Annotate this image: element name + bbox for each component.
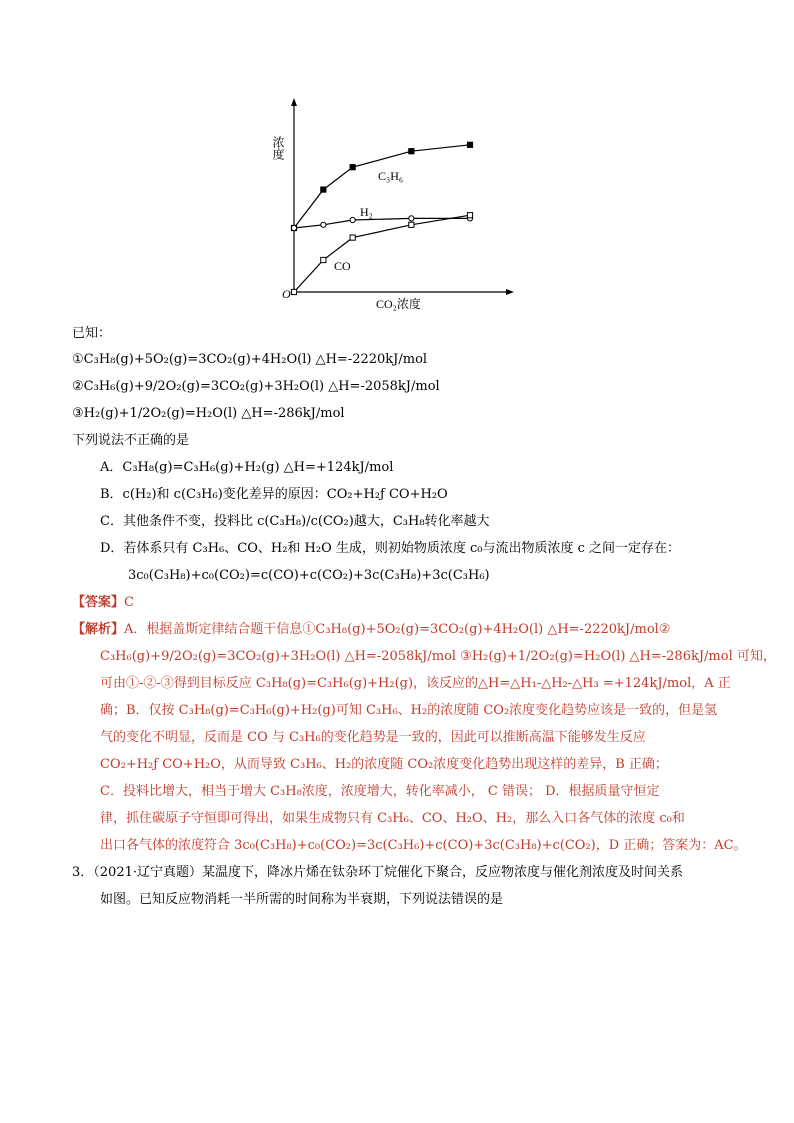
series-0-point-2 <box>350 165 355 170</box>
series-line-2 <box>294 215 470 292</box>
option-c: C．其他条件不变，投料比 c(C₃H₈)/c(CO₂)越大，C₃H₈转化率越大 <box>100 514 490 529</box>
origin-label: O <box>282 287 291 301</box>
analysis-line-3: 可由①-②-③得到目标反应 C₃H₈(g)=C₃H₆(g)+H₂(g)，该反应的△H=△H₁-△H₂-△H₃ =+124kJ/mol，A 正 <box>100 676 731 691</box>
series-layer <box>291 142 472 294</box>
analysis-line-5: 气的变化不明显，反而是 CO 与 C₃H₆的变化趋势是一致的，因此可以推断高温下能够发生反应 <box>100 730 646 745</box>
analysis-line-9: 出口各气体的浓度符合 3c₀(C₃H₈)+c₀(CO₂)=3c(C₃H₆)+c(CO)+3c(C₃H₈)+c(CO₂)，D 正确；答案为：AC。 <box>100 838 747 853</box>
series-2-point-1 <box>321 257 326 262</box>
series-label-c3h6: C₃H₆ <box>378 169 404 183</box>
analysis-line-2: C₃H₆(g)+9/2O₂(g)=3CO₂(g)+3H₂O(l) △H=-2058kJ/mol ③H₂(g)+1/2O₂(g)=H₂O(l) △H=-286kJ/mol 可知， <box>100 649 776 664</box>
series-label-h2: H₂ <box>360 205 373 219</box>
series-1-point-2 <box>350 217 355 222</box>
analysis-line-6: CO₂+H₂ƒ CO+H₂O，从而导致 C₃H₆、H₂的浓度随 CO₂浓度变化趋势出现这样的差异，B 正确； <box>100 757 668 772</box>
answer-tag: 【答案】 <box>72 595 125 610</box>
analysis-text-1: A．根据盖斯定律结合题干信息①C₃H₈(g)+5O₂(g)=3CO₂(g)+4H₂O(l) △H=-2220kJ/mol② <box>124 622 671 637</box>
equation-2: ②C₃H₆(g)+9/2O₂(g)=3CO₂(g)+3H₂O(l) △H=-2058kJ/mol <box>72 379 440 394</box>
equation-1: ①C₃H₈(g)+5O₂(g)=3CO₂(g)+4H₂O(l) △H=-2220kJ/mol <box>72 352 428 367</box>
concentration-chart <box>270 92 530 314</box>
analysis-line-8: 律，抓住碳原子守恒即可得出，如果生成物只有 C₃H₆、CO、H₂O、H₂，那么入口各气体的浓度 c₀和 <box>100 811 685 826</box>
series-0-point-4 <box>467 142 472 147</box>
option-a: A．C₃H₈(g)=C₃H₆(g)+H₂(g) △H=+124kJ/mol <box>100 460 394 475</box>
x-axis-arrow <box>506 289 514 295</box>
analysis-line-1 <box>72 621 670 639</box>
question-stem: 下列说法不正确的是 <box>72 433 190 448</box>
series-line-0 <box>294 145 470 228</box>
x-axis-label: CO₂浓度 <box>376 297 421 311</box>
analysis-tag: 【解析】 <box>72 622 125 637</box>
series-0-point-1 <box>321 187 326 192</box>
series-1-point-0 <box>291 225 296 230</box>
answer-line <box>72 594 134 612</box>
equation-3: ③H₂(g)+1/2O₂(g)=H₂O(l) △H=-286kJ/mol <box>72 406 345 421</box>
y-axis-label: 浓度 <box>271 136 285 160</box>
option-d-equation: 3c₀(C₃H₈)+c₀(CO₂)=c(CO)+c(CO₂)+3c(C₃H₈)+3c(C₃H₆) <box>128 568 490 583</box>
known-heading: 已知： <box>72 326 112 341</box>
series-1-point-1 <box>321 222 326 227</box>
series-2-point-2 <box>350 235 355 240</box>
analysis-line-7: C．投料比增大，相当于增大 C₃H₈浓度，浓度增大，转化率减小， C 错误； D．根据质量守恒定 <box>100 784 660 799</box>
option-b: B．c(H₂)和 c(C₃H₆)变化差异的原因：CO₂+H₂ƒ CO+H₂O <box>100 487 448 502</box>
series-0-point-3 <box>409 149 414 154</box>
series-1-point-3 <box>409 216 414 221</box>
series-2-point-4 <box>467 213 472 218</box>
question-3-line-2: 如图。已知反应物消耗一半所需的时间称为半衰期，下列说法错误的是 <box>100 892 504 907</box>
option-d: D．若体系只有 C₃H₆、CO、H₂和 H₂O 生成，则初始物质浓度 c₀与流出物质浓度 c 之间一定存在： <box>100 541 681 556</box>
y-axis-arrow <box>291 98 297 106</box>
series-2-point-3 <box>409 222 414 227</box>
answer-value: C <box>124 595 134 610</box>
question-3-line-1: 3．（2021·辽宁真题）某温度下，降冰片烯在钛杂环丁烷催化下聚合，反应物浓度与催化剂浓度及时间关系 <box>72 865 683 880</box>
series-2-point-0 <box>291 289 296 294</box>
analysis-line-4: 确；B．仅按 C₃H₈(g)=C₃H₆(g)+H₂(g)可知 C₃H₆、H₂的浓度随 CO₂浓度变化趋势应该是一致的，但是氢 <box>100 703 718 718</box>
series-label-co: CO <box>334 259 351 273</box>
